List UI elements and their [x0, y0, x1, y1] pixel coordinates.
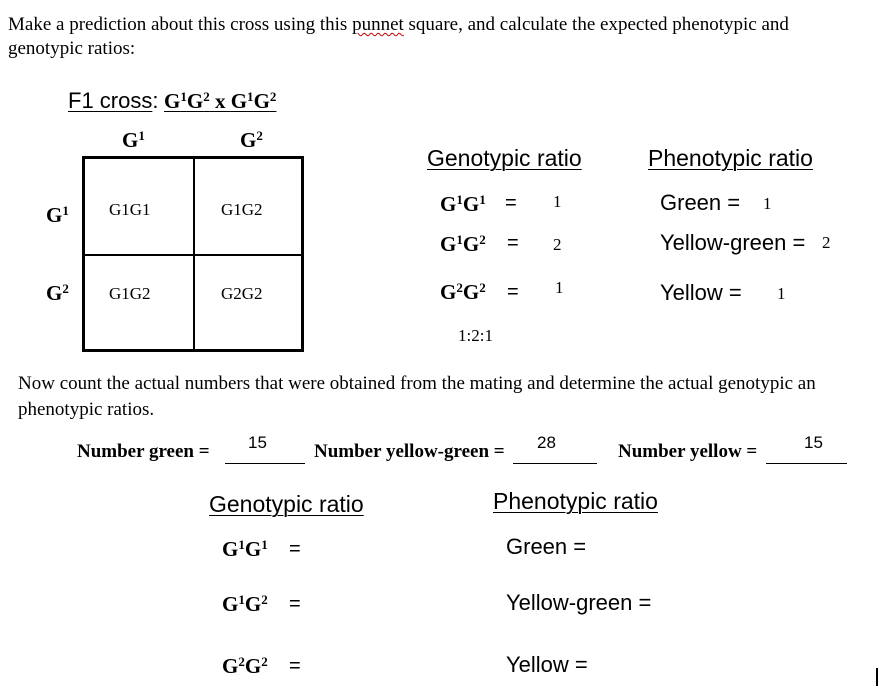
- equals-sign: =: [289, 593, 301, 615]
- number-green-label: Number green =: [77, 441, 210, 462]
- text-cursor: [876, 668, 878, 686]
- expected-genotypic-header: Genotypic ratio: [427, 145, 582, 171]
- equals-sign: =: [505, 192, 517, 214]
- number-yellow-green-label: Number yellow-green =: [314, 441, 505, 462]
- equals-sign: =: [507, 232, 519, 254]
- equals-sign: =: [289, 538, 301, 560]
- punnett-square: [82, 156, 304, 352]
- expected-genotype-g1g2: $G^1G^2$: [440, 231, 486, 256]
- expected-genotype-g2g2-value: 1: [555, 278, 564, 297]
- equals-sign: =: [289, 655, 301, 677]
- count-instructions-text: Now count the actual numbers that were obtained from the mating and determine the actual genotypic an phenotypic ratios.: [18, 373, 816, 420]
- number-yellow-green-field[interactable]: [513, 433, 597, 464]
- number-yellow-field[interactable]: [766, 433, 847, 464]
- actual-phenotype-green: Green =: [506, 534, 587, 559]
- number-green-field[interactable]: [225, 433, 305, 464]
- f1-cross-heading: F1 cross: $G^1G^2$ x $G^1G^2$: [68, 88, 277, 113]
- actual-phenotypic-header: Phenotypic ratio: [493, 488, 658, 514]
- punnett-cell-1-1: G1G1: [109, 200, 151, 219]
- expected-genotype-g1g2-value: 2: [553, 235, 562, 254]
- expected-phenotype-yellow-green: Yellow-green =: [660, 230, 806, 255]
- expected-genotype-g1g1: $G^1G^1$: [440, 191, 486, 216]
- expected-genotype-g1g1-value: 1: [553, 192, 562, 211]
- actual-genotype-g1g1: $G^1G^1$: [222, 536, 268, 561]
- punnett-cell-2-2: G2G2: [221, 284, 263, 303]
- actual-genotype-g2g2: $G^2G^2$: [222, 653, 268, 678]
- actual-genotypic-header: Genotypic ratio: [209, 491, 364, 517]
- expected-ratio-summary: 1:2:1: [458, 326, 493, 345]
- instructions-text: Make a prediction about this cross using this punnet square, and calculate the expected phenotypic and genotypic ratios:: [8, 14, 789, 59]
- actual-genotype-g1g2: $G^1G^2$: [222, 591, 268, 616]
- grid-divider-horizontal: [85, 254, 301, 256]
- number-green-value: 15: [248, 433, 267, 452]
- expected-phenotypic-header: Phenotypic ratio: [648, 145, 813, 171]
- expected-phenotype-yellow-value: 1: [777, 284, 786, 303]
- actual-phenotype-yellow: Yellow =: [506, 652, 588, 677]
- number-yellow-value: 15: [804, 433, 823, 452]
- number-yellow-label: Number yellow =: [618, 441, 758, 462]
- col-header-allele-1: $G^1$: [122, 127, 145, 152]
- col-header-allele-2: $G^2$: [240, 127, 263, 152]
- number-yellow-green-value: 28: [537, 433, 556, 452]
- expected-phenotype-green-value: 1: [763, 194, 772, 213]
- actual-phenotype-yellow-green: Yellow-green =: [506, 590, 652, 615]
- row-header-allele-1: $G^1$: [46, 202, 69, 227]
- expected-phenotype-green: Green =: [660, 190, 741, 215]
- equals-sign: =: [507, 281, 519, 303]
- row-header-allele-2: $G^2$: [46, 280, 69, 305]
- punnett-cell-1-2: G1G2: [221, 200, 263, 219]
- expected-phenotype-yellow-green-value: 2: [822, 233, 831, 252]
- expected-genotype-g2g2: $G^2G^2$: [440, 279, 486, 304]
- punnett-cell-2-1: G1G2: [109, 284, 151, 303]
- expected-phenotype-yellow: Yellow =: [660, 280, 742, 305]
- spellcheck-word: punnet: [352, 14, 404, 35]
